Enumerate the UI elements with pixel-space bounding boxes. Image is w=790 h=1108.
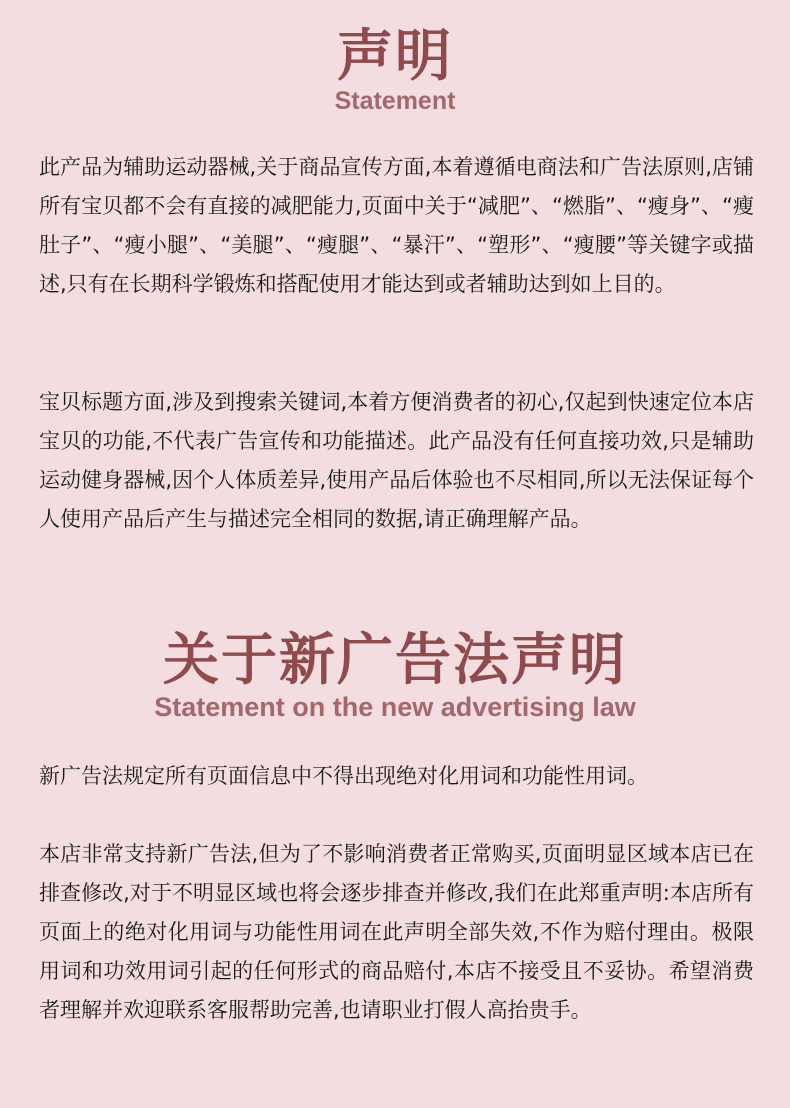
statement-title-chinese: 声明 — [337, 24, 453, 89]
statement-paragraph-product: 此产品为辅助运动器械,关于商品宣传方面,本着遵循电商法和广告法原则,店铺所有宝贝都不会有直接的减肥能力,页面中关于“减肥”、“燃脂”、“瘦身”、“瘦肚子”、“瘦小腿”、“美腿”、“瘦腿”、“暴汗”、“塑形”、“瘦腰”等关键字或描述,只有在长期科学锻炼和搭配使用才能达到或者辅助达到如上目的。 — [39, 155, 754, 296]
ad-law-paragraph-rule: 新广告法规定所有页面信息中不得出现绝对化用词和功能性用词。 — [39, 764, 648, 788]
statement-title-english: Statement — [334, 87, 456, 115]
ad-law-paragraph-store-declaration: 本店非常支持新广告法,但为了不影响消费者正常购买,页面明显区域本店已在排查修改,对于不明显区域也将会逐步排查并修改,我们在此郑重声明:本店所有页面上的绝对化用词与功能性用词在此声明全部失效,不作为赔付理由。极限用词和功效用词引起的任何形式的商品赔付,本店不接受且不妥协。希望消费者理解并欢迎联系客服帮助完善,也请职业打假人高抬贵手。 — [39, 842, 754, 1022]
ad-law-title-english: Statement on the new advertising law — [154, 692, 636, 722]
statement-paragraph-title-keywords: 宝贝标题方面,涉及到搜索关键词,本着方便消费者的初心,仅起到快速定位本店宝贝的功能,不代表广告宣传和功能描述。此产品没有任何直接功效,只是辅助运动健身器械,因个人体质差异,使用产品后体验也不尽相同,所以无法保证每个人使用产品后产生与描述完全相同的数据,请正确理解产品。 — [39, 390, 754, 531]
ad-law-title-chinese: 关于新广告法声明 — [163, 628, 627, 693]
